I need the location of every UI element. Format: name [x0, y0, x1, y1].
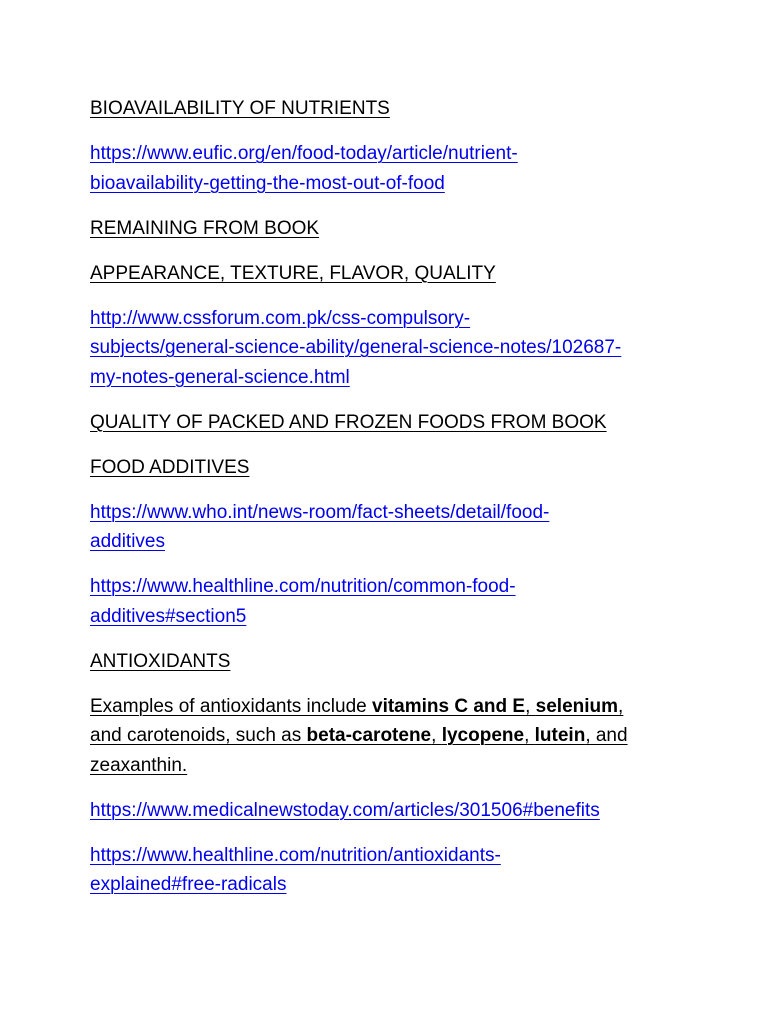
link-who-line-1[interactable]: https://www.who.int/news-room/fact-sheets/detail/food- [90, 501, 550, 523]
heading-remaining: REMAINING FROM BOOK [90, 217, 320, 239]
heading-remaining-block [90, 214, 710, 244]
para-text-6: , [524, 725, 535, 746]
paragraph-antioxidants [90, 692, 710, 781]
heading-antioxidants-block [90, 647, 710, 677]
link-mnt-line-1[interactable]: https://www.medicalnewstoday.com/articles/301506#benefits [90, 799, 600, 821]
para-text-4: and carotenoids, such as [90, 725, 307, 746]
para-bold-lycopene: lycopene [441, 725, 525, 746]
para-text-2: , [525, 695, 536, 717]
link-healthline-antioxidants-line-1[interactable]: https://www.healthline.com/nutrition/antioxidants- [90, 844, 501, 866]
link-healthline-additives[interactable] [90, 572, 710, 631]
heading-antioxidants: ANTIOXIDANTS [90, 650, 231, 672]
heading-bioavailability-block [90, 94, 710, 124]
link-cssforum-line-1[interactable]: http://www.cssforum.com.pk/css-compulsory- [90, 307, 471, 329]
para-bold-beta-carotene: beta-carotene [306, 725, 432, 746]
para-text-5: , [431, 725, 442, 746]
link-mnt[interactable] [90, 796, 710, 826]
link-who-line-2[interactable]: additives [90, 531, 165, 552]
link-healthline-antioxidants-line-2[interactable]: explained#free-radicals [90, 874, 287, 895]
link-cssforum-line-2[interactable]: subjects/general-science-ability/general-science-notes/102687- [90, 337, 622, 358]
heading-packed: QUALITY OF PACKED AND FROZEN FOODS FROM BOOK [90, 411, 607, 433]
heading-additives: FOOD ADDITIVES [90, 456, 250, 478]
link-who[interactable] [90, 498, 710, 557]
link-eufic-line-1[interactable]: https://www.eufic.org/en/food-today/article/nutrient- [90, 143, 518, 164]
paragraph-line-1 [90, 692, 710, 722]
para-text-3: , [618, 695, 624, 717]
para-bold-selenium: selenium [535, 695, 619, 717]
heading-bioavailability: BIOAVAILABILITY OF NUTRIENTS [90, 98, 390, 119]
paragraph-line-3: zeaxanthin. [90, 754, 188, 776]
paragraph-line-2 [90, 721, 710, 751]
para-bold-lutein: lutein [534, 725, 586, 746]
link-cssforum[interactable] [90, 304, 710, 393]
heading-packed-block [90, 408, 710, 438]
document-page [90, 94, 710, 915]
link-eufic-line-2[interactable]: bioavailability-getting-the-most-out-of-food [90, 172, 445, 194]
heading-appearance: APPEARANCE, TEXTURE, FLAVOR, QUALITY [90, 262, 496, 284]
link-healthline-additives-line-2[interactable]: additives#section5 [90, 605, 247, 627]
link-healthline-antioxidants[interactable] [90, 841, 710, 900]
heading-appearance-block [90, 259, 710, 289]
para-bold-vitamins: vitamins C and E [372, 695, 526, 717]
link-cssforum-line-3[interactable]: my-notes-general-science.html [90, 366, 350, 388]
link-healthline-additives-line-1[interactable]: https://www.healthline.com/nutrition/common-food- [90, 576, 516, 597]
para-text-7: , and [585, 725, 628, 746]
para-text-1: Examples of antioxidants include [90, 695, 372, 717]
link-eufic[interactable] [90, 139, 710, 198]
heading-additives-block [90, 453, 710, 483]
